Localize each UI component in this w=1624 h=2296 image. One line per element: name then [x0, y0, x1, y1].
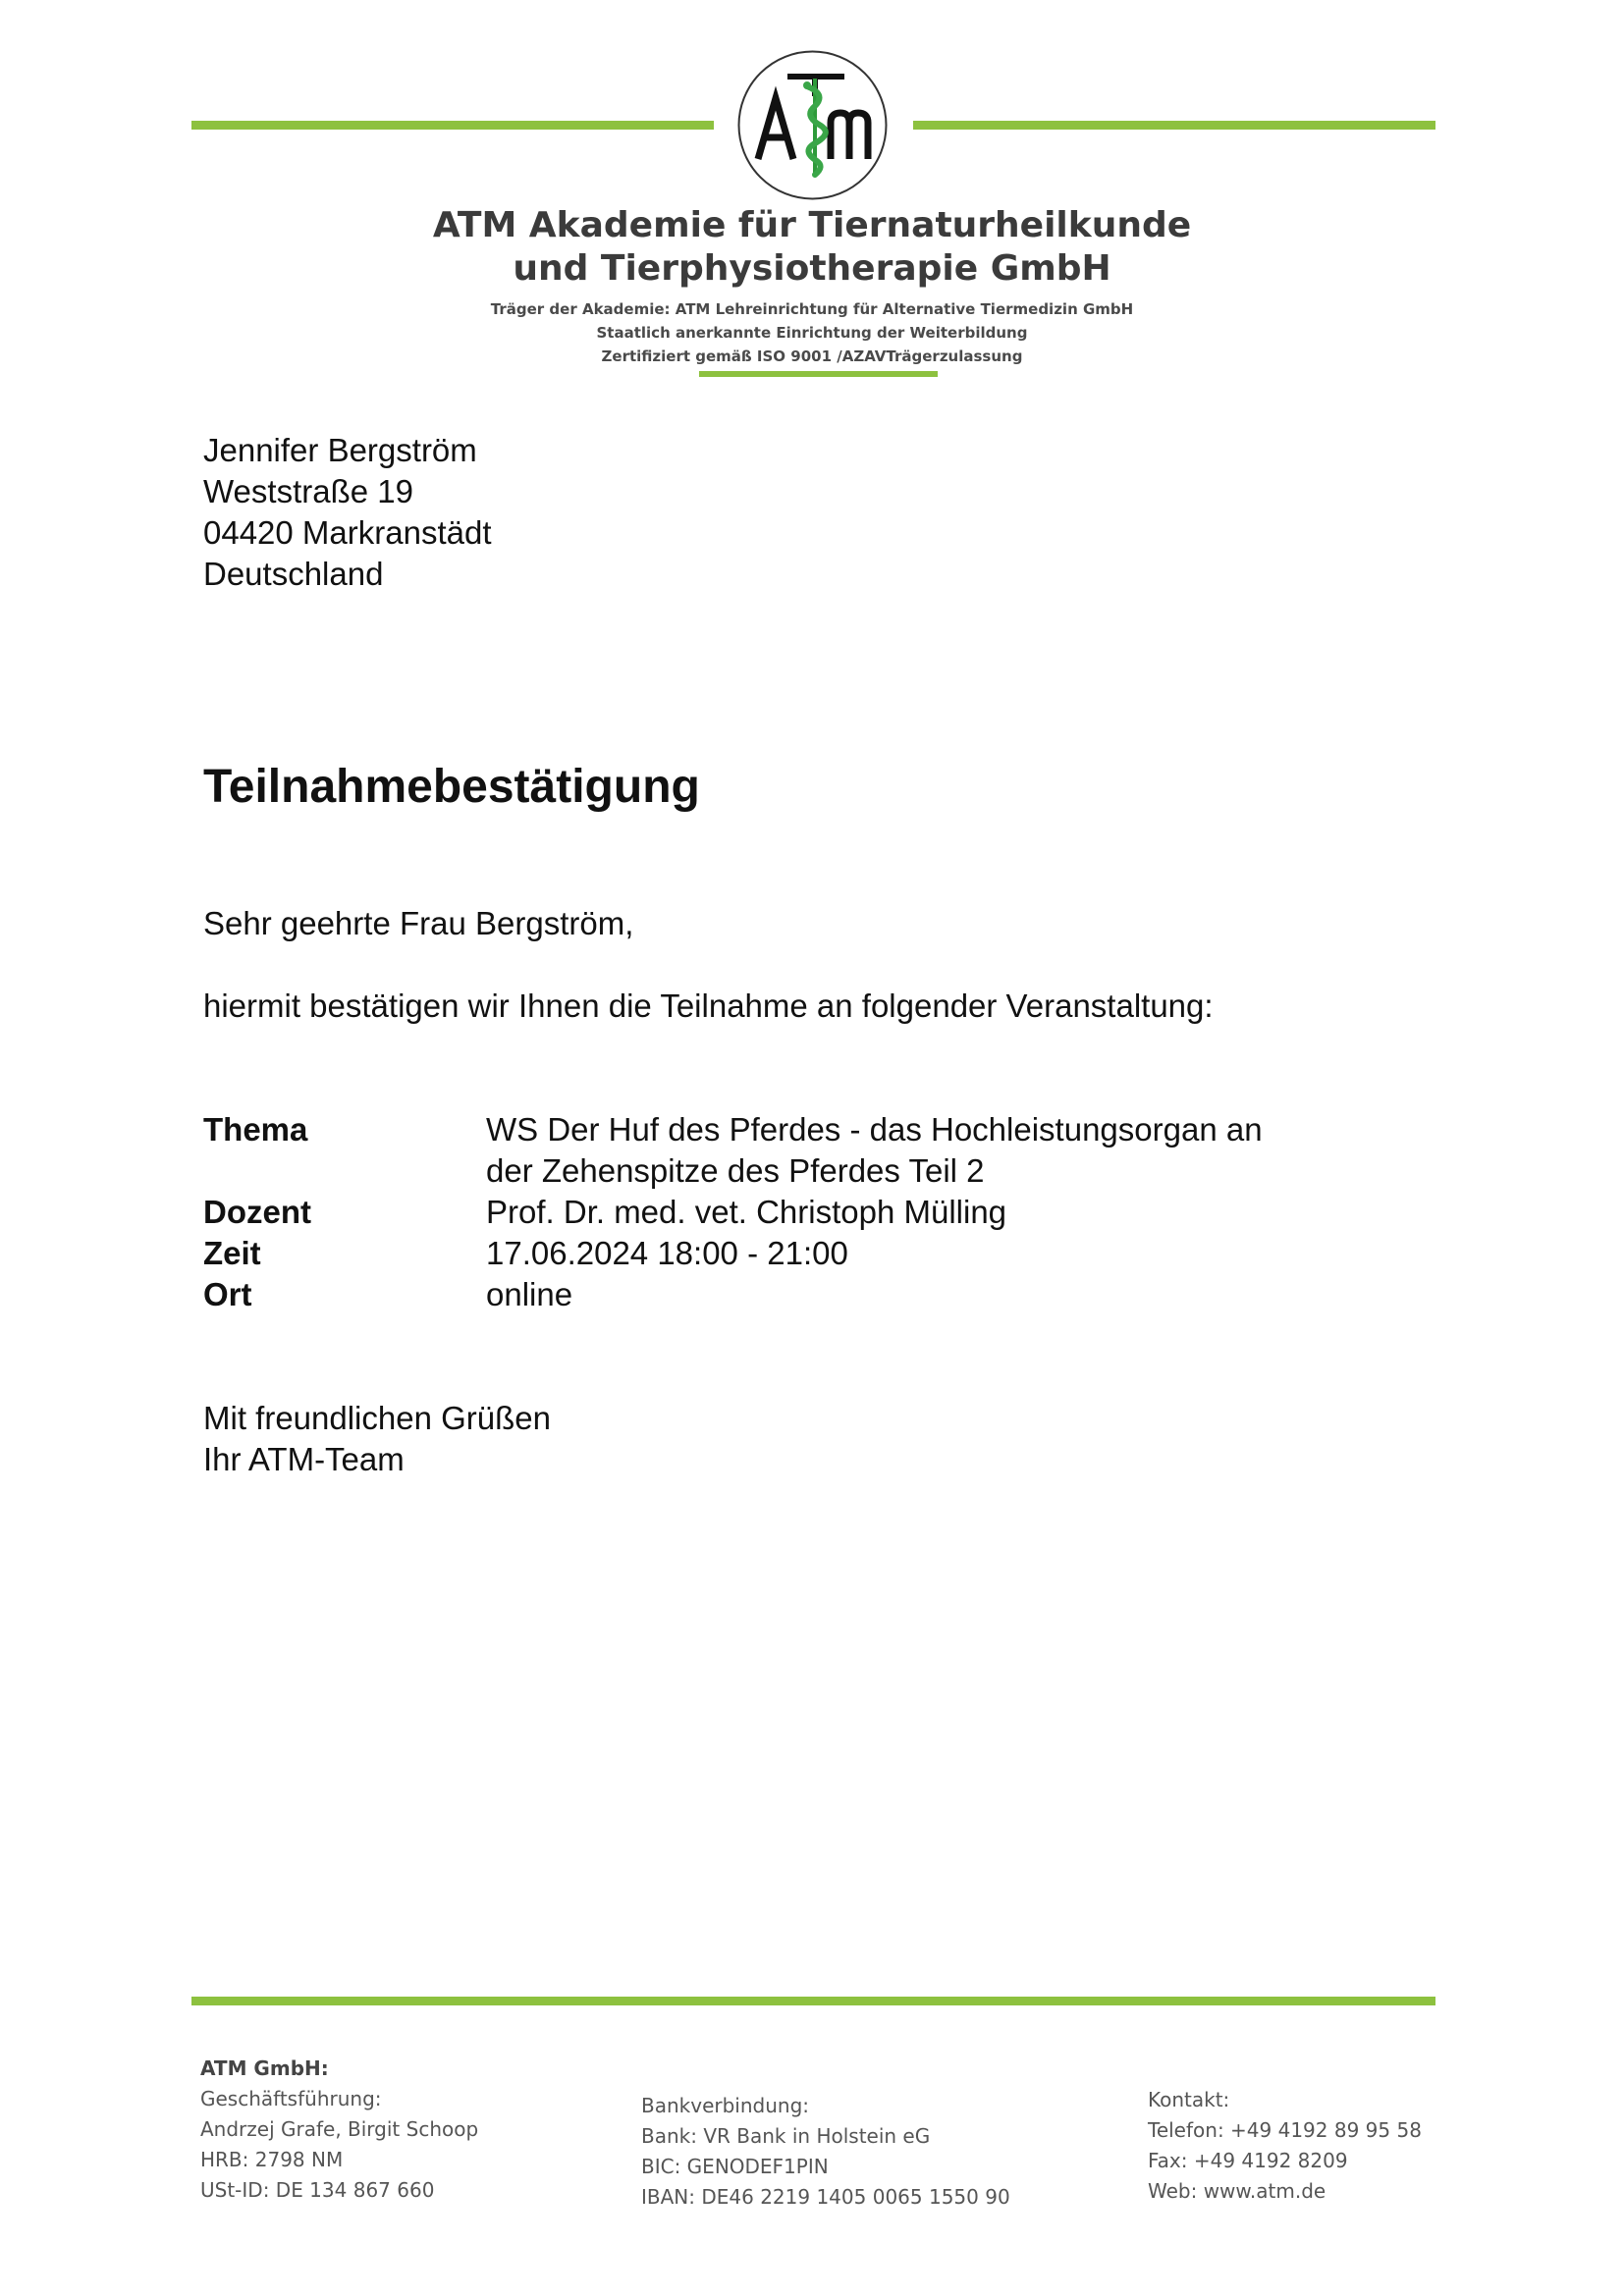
detail-value-thema-line1: WS Der Huf des Pferdes - das Hochleistungsorgan an: [486, 1111, 1263, 1148]
salutation: Sehr geehrte Frau Bergström,: [203, 905, 634, 941]
footer-company-heading: ATM GmbH:: [200, 2056, 329, 2080]
footer-bank-line: IBAN: DE46 2219 1405 0065 1550 90: [641, 2185, 1010, 2209]
recipient-address: [203, 430, 492, 595]
detail-value-zeit: 17.06.2024 18:00 - 21:00: [486, 1235, 848, 1271]
recipient-name: Jennifer Bergström: [203, 432, 477, 468]
brand-name-line1: ATM Akademie für Tiernaturheilkunde: [432, 205, 1192, 245]
detail-row-ort: [203, 1274, 1381, 1315]
brand-sub-line1: Träger der Akademie: ATM Lehreinrichtung für Alternative Tiermedizin GmbH: [490, 300, 1134, 318]
footer-contact: [1148, 2085, 1422, 2207]
detail-value-dozent: Prof. Dr. med. vet. Christoph Mülling: [486, 1194, 1007, 1230]
detail-label-dozent: Dozent: [203, 1194, 311, 1230]
footer-bank-line: BIC: GENODEF1PIN: [641, 2155, 829, 2178]
footer-contact-heading: Kontakt:: [1148, 2088, 1230, 2111]
brand-sub-line3: Zertifiziert gemäß ISO 9001 /AZAVTrägerzulassung: [601, 347, 1023, 365]
closing: Mit freundlichen Grüßen: [203, 1400, 551, 1436]
detail-row-thema: [203, 1109, 1381, 1192]
footer-bank: [641, 2091, 1010, 2213]
brand-name-line2: und Tierphysiotherapie GmbH: [513, 248, 1111, 289]
detail-label-ort: Ort: [203, 1276, 252, 1312]
footer-bank-heading: Bankverbindung:: [641, 2094, 810, 2117]
footer-contact-line: Telefon: +49 4192 89 95 58: [1148, 2118, 1422, 2142]
footer-company-line: HRB: 2798 NM: [200, 2148, 344, 2171]
footer-line: [191, 1997, 1435, 2005]
detail-value-thema-line2: der Zehenspitze des Pferdes Teil 2: [486, 1152, 985, 1189]
signature: Ihr ATM-Team: [203, 1441, 405, 1477]
footer-company: [200, 2054, 478, 2206]
recipient-street: Weststraße 19: [203, 473, 413, 509]
footer-company-line: USt-ID: DE 134 867 660: [200, 2178, 435, 2202]
recipient-country: Deutschland: [203, 556, 384, 592]
header-underline: [699, 371, 938, 377]
footer-bank-line: Bank: VR Bank in Holstein eG: [641, 2124, 931, 2148]
footer-contact-line: Web: www.atm.de: [1148, 2179, 1326, 2203]
header-line-left: [191, 121, 714, 130]
footer-company-line: Geschäftsführung:: [200, 2087, 382, 2110]
details-table: [203, 1109, 1381, 1315]
header-line-right: [913, 121, 1435, 130]
detail-row-zeit: [203, 1233, 1381, 1274]
detail-value-ort: online: [486, 1276, 573, 1312]
document-title: Teilnahmebestätigung: [203, 761, 700, 813]
detail-row-dozent: [203, 1192, 1381, 1233]
detail-label-thema: Thema: [203, 1111, 308, 1148]
footer-company-line: Andrzej Grafe, Birgit Schoop: [200, 2117, 479, 2141]
footer-contact-line: Fax: +49 4192 8209: [1148, 2149, 1348, 2172]
recipient-city: 04420 Markranstädt: [203, 514, 492, 551]
intro-text: hiermit bestätigen wir Ihnen die Teilnahme an folgender Veranstaltung:: [203, 988, 1214, 1024]
detail-value-thema: [486, 1109, 1263, 1192]
detail-label-zeit: Zeit: [203, 1235, 261, 1271]
atm-caduceus-logo-icon: [736, 49, 889, 201]
brand-sub-line2: Staatlich anerkannte Einrichtung der Weiterbildung: [596, 324, 1028, 342]
closing-block: [203, 1398, 551, 1480]
